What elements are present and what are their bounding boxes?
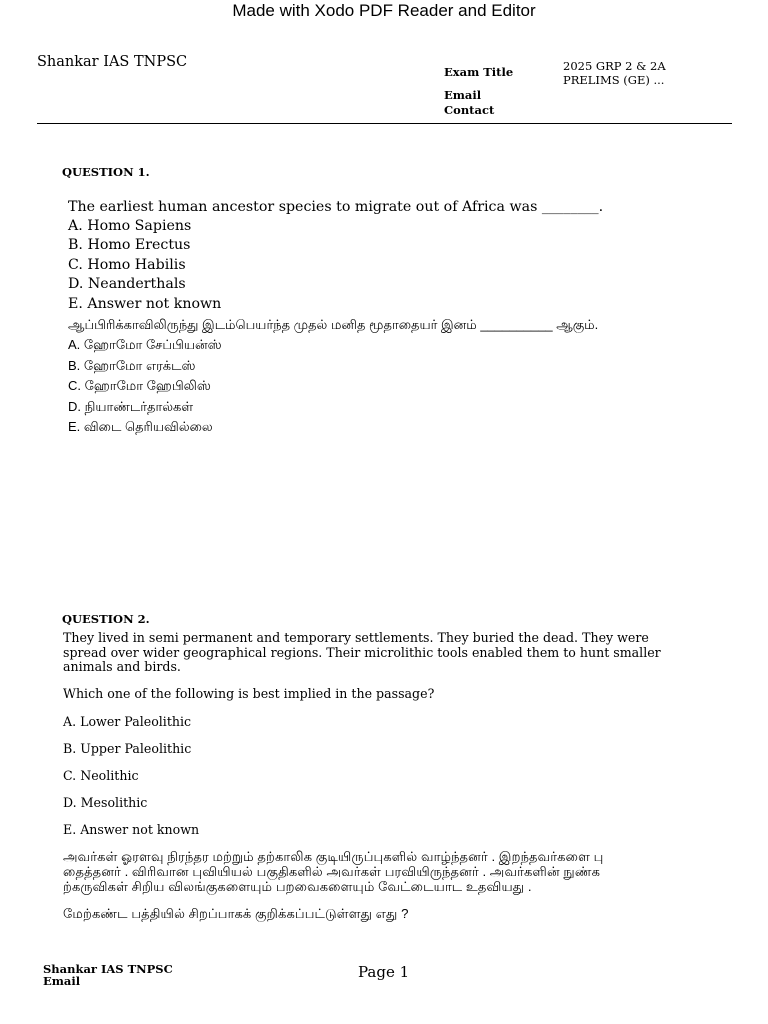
question-1-option: C. Homo Habilis: [68, 257, 186, 273]
page-number: Page 1: [358, 963, 410, 981]
question-2-passage-tamil-line: அவர்கள் ஓரளவு நிரந்தர மற்றும் தற்காலிக குடியிருப்புகளில் வாழ்ந்தனர் . இறந்தவர்களை பு: [63, 849, 604, 864]
question-2-option: C. Neolithic: [63, 768, 139, 783]
question-2-option: D. Mesolithic: [63, 795, 148, 810]
question-1-option: B. Homo Erectus: [68, 237, 191, 253]
exam-title-value-line1: 2025 GRP 2 & 2A: [563, 59, 666, 73]
question-2-option: E. Answer not known: [63, 822, 200, 837]
email-label: Email: [444, 88, 482, 102]
question-1-option-tamil: E. விடை தெரியவில்லை: [68, 419, 213, 434]
question-2-passage-line: spread over wider geographical regions. Their microlithic tools enabled them to hunt smaller: [63, 645, 661, 660]
question-2-option: A. Lower Paleolithic: [63, 714, 192, 729]
question-1-option: E. Answer not known: [68, 296, 222, 312]
footer-email-label: Email: [43, 974, 81, 988]
question-1-stem-tamil: ஆப்பிரிக்காவிலிருந்து இடம்பெயர்ந்த முதல் மனித மூதாதையர் இனம் __________ ஆகும்.: [68, 317, 599, 332]
question-1-option-tamil: B. ஹோமோ எரக்டஸ்: [68, 358, 196, 373]
question-1-heading: QUESTION 1.: [62, 165, 150, 179]
question-2-passage-line: animals and birds.: [63, 659, 181, 674]
question-1-option-tamil: A. ஹோமோ சேப்பியன்ஸ்: [68, 337, 222, 352]
question-2-prompt-tamil: மேற்கண்ட பத்தியில் சிறப்பாகக் குறிக்கப்பட்டுள்ளது எது ?: [63, 906, 409, 921]
header-org-name: Shankar IAS TNPSC: [37, 54, 188, 70]
exam-title-value-line2: PRELIMS (GE) ...: [563, 73, 665, 87]
question-2-passage-tamil-line: தைத்தனர் . விரிவான புவியியல் பகுதிகளில் அவர்கள் பரவியிருந்தனர் . அவர்களின் நுண்க: [63, 864, 601, 879]
exam-title-label: Exam Title: [444, 65, 514, 79]
question-2-heading: QUESTION 2.: [62, 612, 150, 626]
question-1-option-tamil: D. நியாண்டர்தால்கள்: [68, 399, 194, 414]
question-1-option-tamil: C. ஹோமோ ஹேபிலிஸ்: [68, 378, 211, 393]
question-2-passage-tamil-line: ற்கருவிகள் சிறிய விலங்குகளையும் பறவைகளையும் வேட்டையாட உதவியது .: [63, 879, 532, 894]
question-2-option: B. Upper Paleolithic: [63, 741, 192, 756]
xodo-banner: Made with Xodo PDF Reader and Editor: [232, 1, 536, 20]
contact-label: Contact: [444, 103, 495, 117]
question-2-passage-line: They lived in semi permanent and temporary settlements. They buried the dead. They were: [63, 630, 649, 645]
question-1-option: A. Homo Sapiens: [68, 218, 192, 234]
question-2-prompt: Which one of the following is best implied in the passage?: [63, 686, 435, 701]
question-1-stem: The earliest human ancestor species to migrate out of Africa was ________.: [68, 199, 604, 215]
header-divider: [37, 123, 732, 124]
footer-org-name: Shankar IAS TNPSC: [43, 962, 173, 976]
question-1-option: D. Neanderthals: [68, 276, 186, 292]
